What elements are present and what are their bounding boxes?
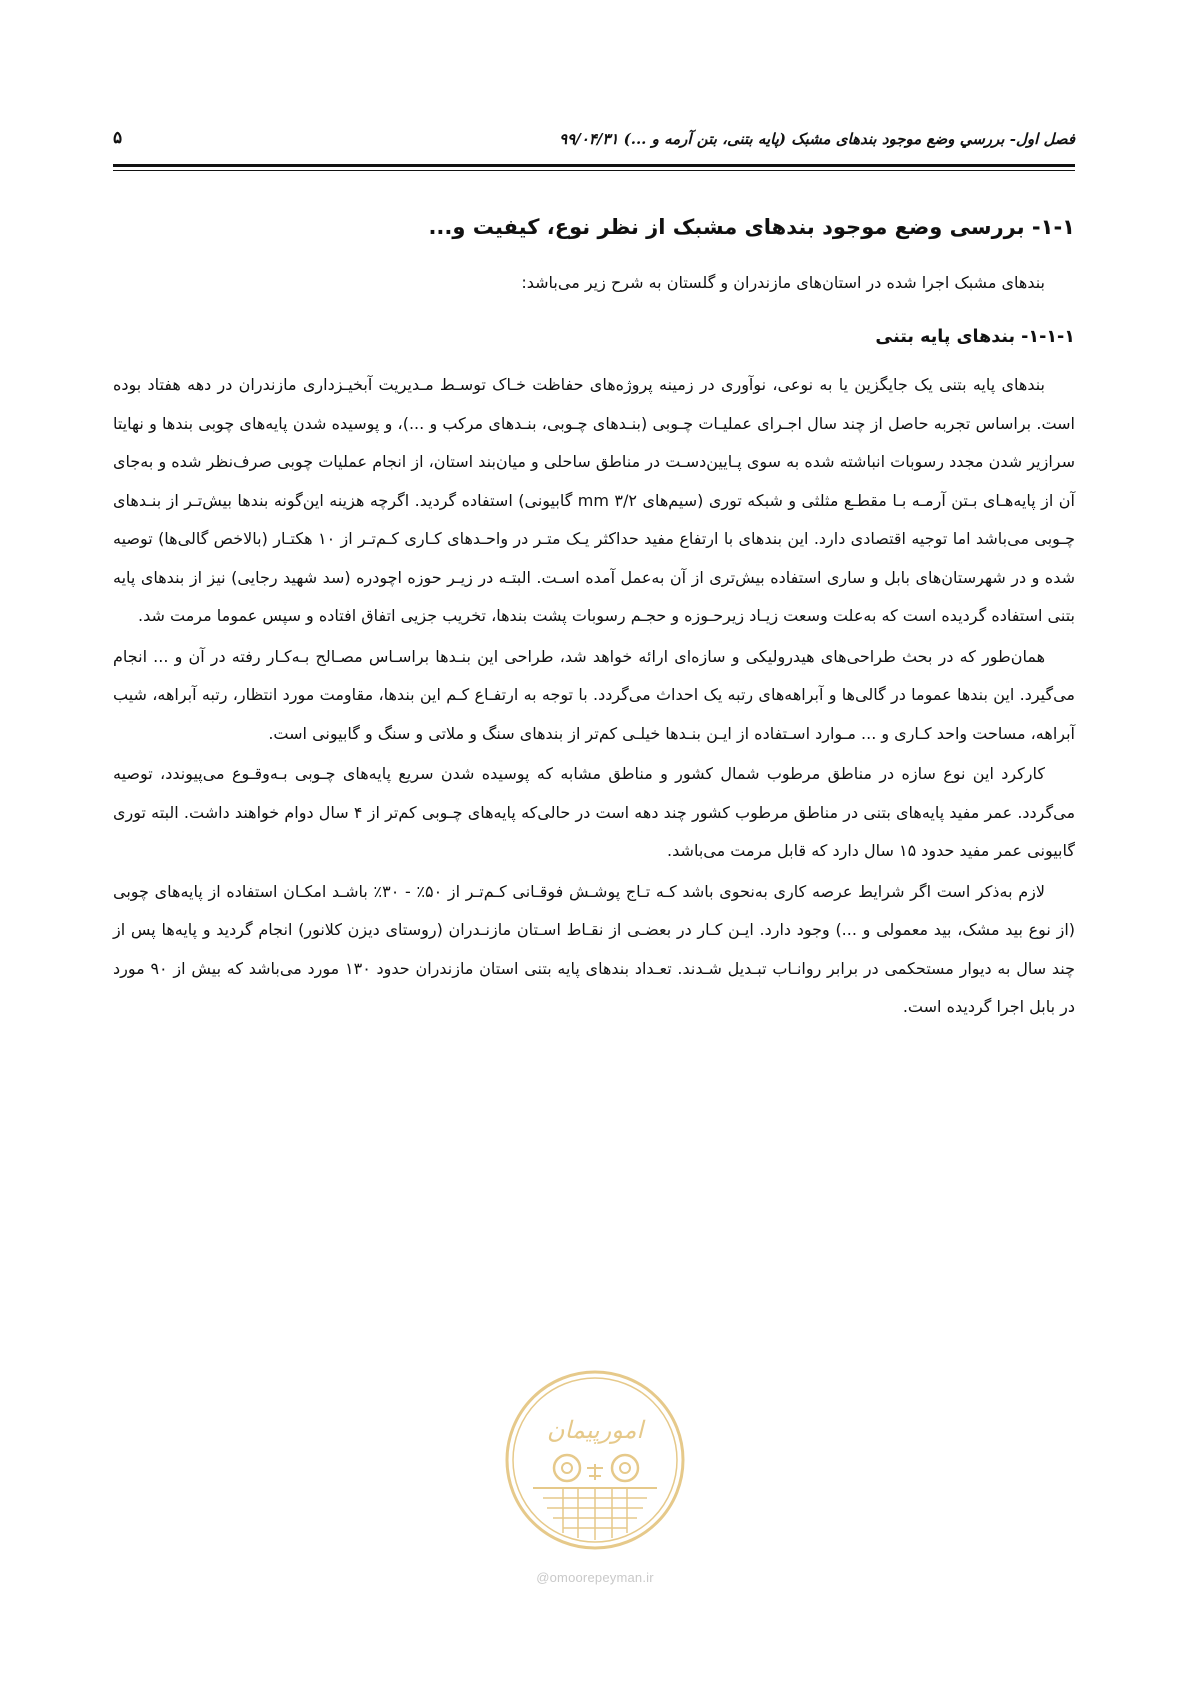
paragraph-3: کارکرد این نوع سازه در مناطق مرطوب شمال کشور و مناطق مشابه که پوسیده شدن سریع پایه‌های چـوبی بـه‌وقـوع می‌پیوندد، توصیه می‌گردد. عمر مفید پایه‌های بتنی در مناطق مرطوب کشور چند دهه است در حالی‌که پایه‌های چـوبی کم‌تر از ۴ سال دوام خواهند داشت. البته توری گابیونی عمر مفید حدود ۱۵ سال دارد که قابل مرمت می‌باشد. (113, 764, 1076, 860)
page-number: ۵ (113, 128, 123, 148)
main-content (113, 210, 1075, 1029)
section-lead: بندهای مشبک اجرا شده در استان‌های مازندران و گلستان به شرح زیر می‌باشد: (521, 273, 1045, 292)
seal-text: امورپیمان (546, 1416, 644, 1444)
section-heading: ۱-۱- بررسی وضع موجود بندهای مشبک از نظر نوع، کیفیت و... (428, 215, 1075, 239)
header-rule-thick (113, 164, 1075, 167)
watermark-seal (503, 1368, 687, 1552)
page-header (113, 126, 1075, 156)
header-title: فصل اول- بررسي وضع موجود بندهای مشبک (پایه بتنی، بتن آرمه و ...) ۹۹/۰۴/۳۱ (559, 130, 1075, 148)
header-rule-thin (113, 170, 1075, 171)
watermark-site: @omoorepeyman.ir (536, 1570, 654, 1585)
paragraph-4: لازم به‌ذکر است اگر شرایط عرصه کاری به‌نحوی باشد کـه تـاج پوشـش فوقـانی کـم‌تـر از ۵۰٪ - ۳۰٪ باشـد امکـان استفاده از پایه‌های چوبی (از نوع بید مشک، بید معمولی و ...) وجود دارد. ایـن کـار در بعضـی از نقـاط اسـتان مازنـدران (روستای دیزن کلانور) انجام گردید و پایه‌ها پس از چند سال به دیوار مستحکمی در برابر روانـاب تبـدیل شـدند. تعـداد بندهای پایه بتنی استان مازندران حدود ۱۳۰ مورد می‌باشد که بیش از ۹۰ مورد در بابل اجرا گردیده است. (113, 881, 1075, 1016)
paragraph-2: همان‌طور که در بحث طراحی‌های هیدرولیکی و سازه‌ای ارائه خواهد شد، طراحی این بنـدها براسـاس مصـالح بـه‌کـار رفته در آن و ... انجام می‌گیرد. این بندها عموما در گالی‌ها و آبراهه‌های رتبه یک احداث می‌گردد. با توجه به ارتفـاع کـم این بندها، مقاومت مورد انتظار، رتبه آبراهه، شیب آبراهه، مساحت واحد کـاری و ... مـوارد اسـتفاده از ایـن بنـدها خیلـی کم‌تر از بندهای سنگ و ملاتی و سنگ و گابیونی است. (113, 646, 1075, 743)
paragraph-1: بندهای پایه بتنی یک جایگزین یا به نوعی، نوآوری در زمینه پروژه‌های حفاظت خـاک توسـط مـدیریت آبخیـزداری مازندران در دهه هفتاد بوده است. براساس تجربه حاصل از چند سال اجـرای عملیـات چـوبی (بنـدهای چـوبی، بنـدهای مرکب و ...)، و پوسیده شدن پایه‌های چوبی بندها و نهایتا سرازیر شدن مجدد رسوبات انباشته شده به سوی پـایین‌دسـت در مناطق ساحلی و میان‌بند استان، از انجام عملیات چوبی صرف‌نظر شده و به‌جای آن از پایه‌هـای بـتن آرمـه بـا مقطـع مثلثی و شبکه توری (سیم‌های mm ۳/۲ گابیونی) استفاده گردید. اگرچه هزینه این‌گونه بندها بیش‌تـر از بنـدهای چـوبی می‌باشد اما توجیه اقتصادی دارد. این بندهای با ارتفاع مفید حداکثر یـک متـر در واحـدهای کـاری کـم‌تـر از ۱۰ هکتـار (بالاخص گالی‌ها) توصیه شده و در شهرستان‌های بابل و ساری استفاده بیش‌تری از آن به‌عمل آمده اسـت. البتـه در زیـر حوزه اچودره (سد شهید رجایی) نیز از بندهای پایه بتنی استفاده گردیده است که به‌علت وسعت زیـاد زیرحـوزه و حجـم رسوبات پشت بندها، تخریب جزیی اتفاق افتاده و سپس عموما مرمت شد. (113, 375, 1076, 625)
subsection-heading: ۱-۱-۱- بندهای پایه بتنی (875, 327, 1075, 347)
